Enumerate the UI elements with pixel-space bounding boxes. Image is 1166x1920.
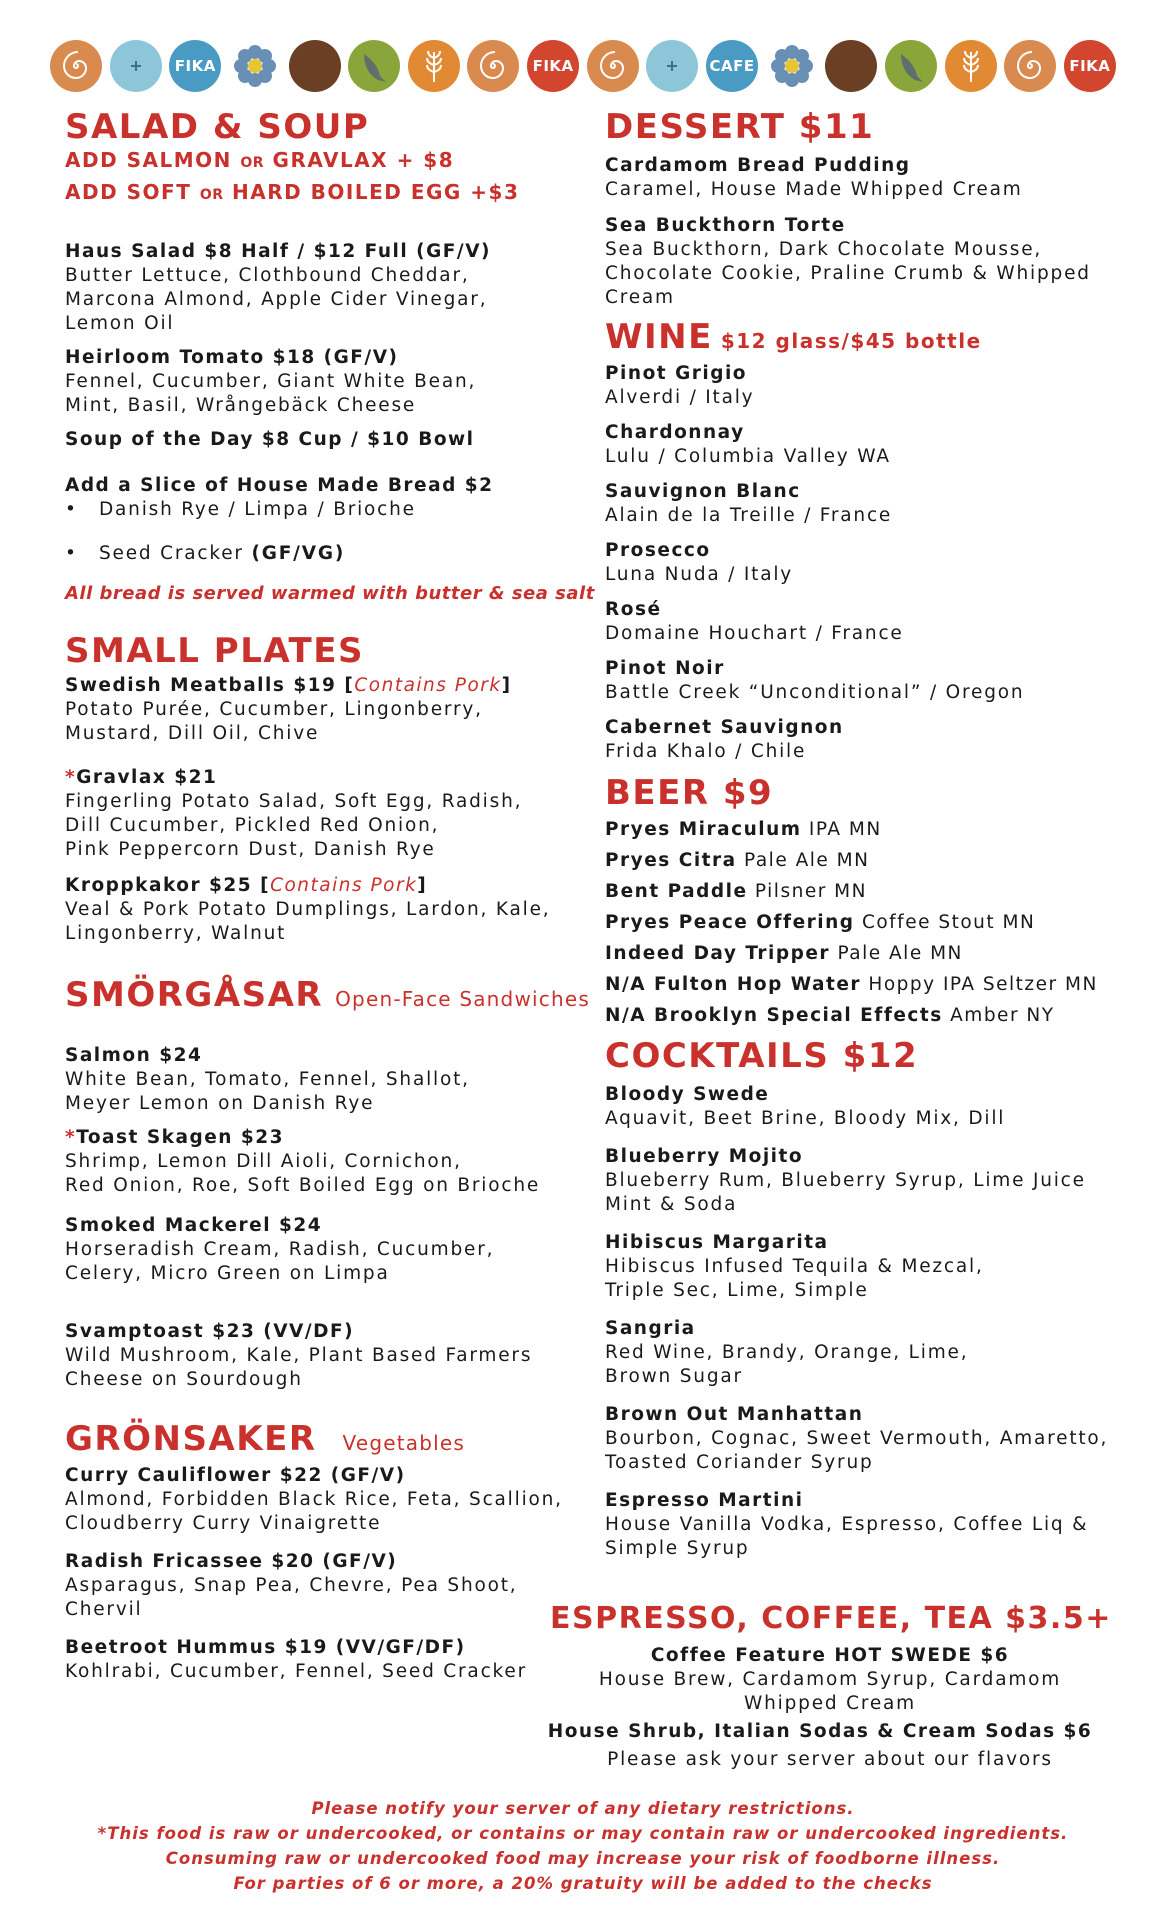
shrub-sodas: House Shrub, Italian Sodas & Cream Sodas $6 — [547, 1721, 1093, 1742]
heading-subtitle: $12 glass/$45 bottle — [720, 329, 982, 353]
beer-item — [605, 876, 1125, 907]
beer-item — [605, 938, 1125, 969]
item-description: Domaine Houchart / France — [605, 623, 904, 644]
wine-item — [605, 362, 1125, 410]
item-name: Prosecco — [605, 540, 711, 561]
menu-item — [65, 1550, 585, 1622]
item-name: Haus Salad $8 Half / $12 Full (GF/V) — [65, 241, 491, 262]
cocktail-item — [605, 1145, 1125, 1217]
footer-line: *This food is raw or undercooked, or contains or may contain raw or undercooked ingredients. — [97, 1824, 1069, 1843]
menu-item — [65, 674, 585, 746]
menu-item — [605, 214, 1125, 310]
wine-item — [605, 421, 1125, 469]
addon-text: ADD SALMON — [65, 148, 232, 172]
bread-note: All bread is served warmed with butter & sea salt — [65, 583, 595, 604]
bread-option: • Danish Rye / Limpa / Brioche — [65, 498, 585, 522]
snowflake-icon — [110, 40, 162, 92]
salad-addon-salmon — [65, 146, 585, 178]
beer-item — [605, 845, 1125, 876]
fish-icon — [885, 40, 937, 92]
item-description: Red Wine, Brandy, Orange, Lime, Brown Sugar — [605, 1342, 969, 1387]
footer-line: For parties of 6 or more, a 20% gratuity will be added to the checks — [233, 1874, 933, 1893]
item-name: Bloody Swede — [605, 1084, 770, 1105]
item-description: White Bean, Tomato, Fennel, Shallot, Meyer Lemon on Danish Rye — [65, 1069, 470, 1114]
heading-subtitle: Open-Face Sandwiches — [335, 987, 590, 1011]
item-name: Blueberry Mojito — [605, 1146, 804, 1167]
fika-badge: FIKA — [169, 40, 221, 92]
item-name-text: Swedish Meatballs $19 — [65, 675, 337, 696]
item-description: Hibiscus Infused Tequila & Mezcal, Triple Sec, Lime, Simple — [605, 1256, 984, 1301]
smorgasar-heading — [65, 975, 590, 1018]
item-description: Veal & Pork Potato Dumplings, Lardon, Kale, Lingonberry, Walnut — [65, 899, 551, 944]
menu-item — [65, 874, 585, 946]
cocktail-item — [605, 1231, 1125, 1303]
menu-item — [65, 1214, 585, 1286]
item-name: Smoked Mackerel $24 — [65, 1215, 323, 1236]
item-description: Shrimp, Lemon Dill Aioli, Cornichon, Red Onion, Roe, Soft Boiled Egg on Brioche — [65, 1151, 541, 1196]
item-description: Aquavit, Beet Brine, Bloody Mix, Dill — [605, 1108, 1006, 1129]
item-description: Wild Mushroom, Kale, Plant Based Farmers Cheese on Sourdough — [65, 1345, 533, 1390]
beer-item — [605, 969, 1125, 1000]
salad-soup-heading: SALAD & SOUP — [65, 107, 370, 147]
coffee-bean-icon — [825, 40, 877, 92]
cocktail-item — [605, 1317, 1125, 1389]
menu-item — [65, 346, 585, 418]
fika-badge: FIKA — [527, 40, 579, 92]
menu-item — [65, 240, 585, 336]
item-name: Rosé — [605, 599, 662, 620]
coffee-feature-description: House Brew, Cardamom Syrup, Cardamom Whipped Cream — [598, 1669, 1062, 1714]
beer-style: Amber NY — [950, 1005, 1055, 1026]
cocktail-item — [605, 1083, 1125, 1131]
item-description: Bourbon, Cognac, Sweet Vermouth, Amaretto, Toasted Coriander Syrup — [605, 1428, 1109, 1473]
heading-text: WINE — [605, 317, 713, 357]
item-name: Cardamom Bread Pudding — [605, 155, 911, 176]
beer-item — [605, 907, 1125, 938]
beer-name: Pryes Citra — [605, 850, 737, 871]
cocktail-item — [605, 1489, 1125, 1561]
item-description: Luna Nuda / Italy — [605, 564, 794, 585]
bracket: ] — [501, 675, 512, 696]
item-description: Lulu / Columbia Valley WA — [605, 446, 891, 467]
cocktail-item — [605, 1403, 1125, 1475]
flower-icon — [229, 40, 281, 92]
item-description: House Vanilla Vodka, Espresso, Coffee Liq & Simple Syrup — [605, 1514, 1089, 1559]
beer-item — [605, 1000, 1125, 1031]
ask-server-note: Please ask your server about our flavors — [607, 1749, 1053, 1770]
item-description: Caramel, House Made Whipped Cream — [605, 179, 1023, 200]
right-column — [605, 108, 1125, 1561]
addon-or: OR — [240, 155, 265, 171]
menu-item — [65, 766, 585, 862]
item-name-text: Gravlax $21 — [76, 767, 218, 788]
item-description: Horseradish Cream, Radish, Cucumber, Celery, Micro Green on Limpa — [65, 1239, 495, 1284]
salad-addon-egg — [65, 178, 585, 210]
item-name: Salmon $24 — [65, 1045, 203, 1066]
item-name: Sea Buckthorn Torte — [605, 215, 846, 236]
bread-option — [65, 542, 585, 566]
wine-item — [605, 539, 1125, 587]
beer-style: Pilsner MN — [754, 881, 867, 902]
wine-item — [605, 657, 1125, 705]
item-name: Sangria — [605, 1318, 696, 1339]
beer-name: Pryes Peace Offering — [605, 912, 855, 933]
wine-item — [605, 716, 1125, 764]
wine-item — [605, 480, 1125, 528]
heading-text: GRÖNSAKER — [65, 1419, 317, 1459]
beer-name: N/A Fulton Hop Water — [605, 974, 862, 995]
menu-item — [65, 474, 585, 566]
beer-item — [605, 814, 1125, 845]
item-name: Heirloom Tomato $18 (GF/V) — [65, 347, 399, 368]
bracket: ] — [417, 875, 428, 896]
contains-pork-note: Contains Pork — [270, 875, 418, 896]
espresso-heading: ESPRESSO, COFFEE, TEA $3.5+ — [550, 1601, 1112, 1636]
flower-icon — [766, 40, 818, 92]
item-name-text: Kroppkakor $25 — [65, 875, 253, 896]
cocktail-list — [605, 1083, 1125, 1561]
snowflake-icon — [646, 40, 698, 92]
beer-style: Hoppy IPA Seltzer MN — [868, 974, 1098, 995]
menu-item — [65, 1320, 585, 1392]
beer-list — [605, 814, 1125, 1031]
heading-subtitle: Vegetables — [342, 1431, 466, 1455]
beer-style: Pale Ale MN — [837, 943, 963, 964]
dessert-heading: DESSERT $11 — [605, 107, 875, 147]
item-description: Butter Lettuce, Clothbound Cheddar, Marcona Almond, Apple Cider Vinegar, Lemon Oil — [65, 265, 488, 334]
item-name: Espresso Martini — [605, 1490, 804, 1511]
item-description: Alain de la Treille / France — [605, 505, 893, 526]
item-description: Almond, Forbidden Black Rice, Feta, Scallion, Cloudberry Curry Vinaigrette — [65, 1489, 563, 1534]
wheat-icon — [945, 40, 997, 92]
raw-food-star: * — [65, 1127, 77, 1148]
item-name — [65, 874, 585, 898]
heading-text: SMÖRGÅSAR — [65, 975, 324, 1015]
icon-banner — [50, 38, 1116, 94]
addon-or: OR — [199, 187, 224, 203]
menu-item — [65, 1636, 585, 1684]
item-description: Asparagus, Snap Pea, Chevre, Pea Shoot, Chervil — [65, 1575, 518, 1620]
item-description: Fingerling Potato Salad, Soft Egg, Radish, Dill Cucumber, Pickled Red Onion, Pink Peppercorn Dust, Danish Rye — [65, 791, 523, 860]
item-name: Pinot Noir — [605, 658, 725, 679]
item-name: Beetroot Hummus $19 (VV/GF/DF) — [65, 1637, 466, 1658]
spiral-icon — [1004, 40, 1056, 92]
addon-text: HARD BOILED EGG +$3 — [231, 180, 520, 204]
item-description: Frida Khalo / Chile — [605, 741, 807, 762]
spiral-icon — [50, 40, 102, 92]
item-name: Cabernet Sauvignon — [605, 717, 844, 738]
footer-line: Please notify your server of any dietary restrictions. — [311, 1799, 855, 1818]
beer-style: IPA MN — [808, 819, 882, 840]
item-description: Alverdi / Italy — [605, 387, 755, 408]
item-name — [65, 766, 585, 790]
item-name: Soup of the Day $8 Cup / $10 Bowl — [65, 429, 475, 450]
fika-badge: FIKA — [1064, 40, 1116, 92]
item-description: Blueberry Rum, Blueberry Syrup, Lime Juice Mint & Soda — [605, 1170, 1086, 1215]
beer-name: N/A Brooklyn Special Effects — [605, 1005, 943, 1026]
item-name — [65, 674, 585, 698]
footer-notes — [0, 1796, 1166, 1896]
bread-option-text: Seed Cracker — [99, 543, 244, 564]
gronsaker-heading — [65, 1420, 585, 1462]
bread-option-diet: (GF/VG) — [251, 543, 346, 564]
contains-pork-note: Contains Pork — [354, 675, 502, 696]
beer-style: Coffee Stout MN — [861, 912, 1036, 933]
item-name: Add a Slice of House Made Bread $2 — [65, 475, 494, 496]
menu-item — [65, 1464, 585, 1536]
beer-heading: BEER $9 — [605, 773, 774, 813]
item-name: Chardonnay — [605, 422, 745, 443]
item-name: Hibiscus Margarita — [605, 1232, 829, 1253]
cafe-badge: CAFE — [706, 40, 758, 92]
beer-style: Pale Ale MN — [744, 850, 870, 871]
item-name: Pinot Grigio — [605, 363, 748, 384]
fish-icon — [348, 40, 400, 92]
spiral-icon — [467, 40, 519, 92]
small-plates-heading: SMALL PLATES — [65, 631, 364, 671]
raw-food-star: * — [65, 767, 77, 788]
addon-text: ADD SOFT — [65, 180, 192, 204]
item-description: Sea Buckthorn, Dark Chocolate Mousse, Chocolate Cookie, Praline Crumb & Whipped Cream — [605, 239, 1091, 308]
espresso-section — [547, 1600, 1112, 1772]
item-name-text: Toast Skagen $23 — [76, 1127, 284, 1148]
bracket: [ — [260, 875, 271, 896]
item-name: Svamptoast $23 (VV/DF) — [65, 1321, 355, 1342]
menu-item — [605, 154, 1125, 202]
left-column — [65, 107, 595, 1684]
bracket: [ — [344, 675, 355, 696]
menu-item — [65, 1044, 585, 1116]
coffee-feature-name: Coffee Feature HOT SWEDE $6 — [650, 1645, 1010, 1666]
footer-line: Consuming raw or undercooked food may increase your risk of foodborne illness. — [165, 1849, 1001, 1868]
item-name: Radish Fricassee $20 (GF/V) — [65, 1551, 398, 1572]
item-name: Sauvignon Blanc — [605, 481, 801, 502]
beer-name: Indeed Day Tripper — [605, 943, 831, 964]
coffee-bean-icon — [289, 40, 341, 92]
wine-heading — [605, 318, 1125, 360]
beer-name: Pryes Miraculum — [605, 819, 802, 840]
item-name: Curry Cauliflower $22 (GF/V) — [65, 1465, 406, 1486]
item-description: Kohlrabi, Cucumber, Fennel, Seed Cracker — [65, 1661, 527, 1682]
item-description: Fennel, Cucumber, Giant White Bean, Mint, Basil, Wrångebäck Cheese — [65, 371, 477, 416]
menu-item — [65, 428, 585, 452]
item-description: Potato Purée, Cucumber, Lingonberry, Mustard, Dill Oil, Chive — [65, 699, 483, 744]
addon-text: GRAVLAX + $8 — [272, 148, 455, 172]
cocktails-heading: COCKTAILS $12 — [605, 1036, 919, 1076]
spiral-icon — [587, 40, 639, 92]
item-name: Brown Out Manhattan — [605, 1404, 864, 1425]
wheat-icon — [408, 40, 460, 92]
beer-name: Bent Paddle — [605, 881, 748, 902]
menu-item — [65, 1126, 585, 1198]
item-name — [65, 1126, 585, 1150]
item-description: Battle Creek “Unconditional” / Oregon — [605, 682, 1025, 703]
wine-item — [605, 598, 1125, 646]
wine-list — [605, 362, 1125, 764]
